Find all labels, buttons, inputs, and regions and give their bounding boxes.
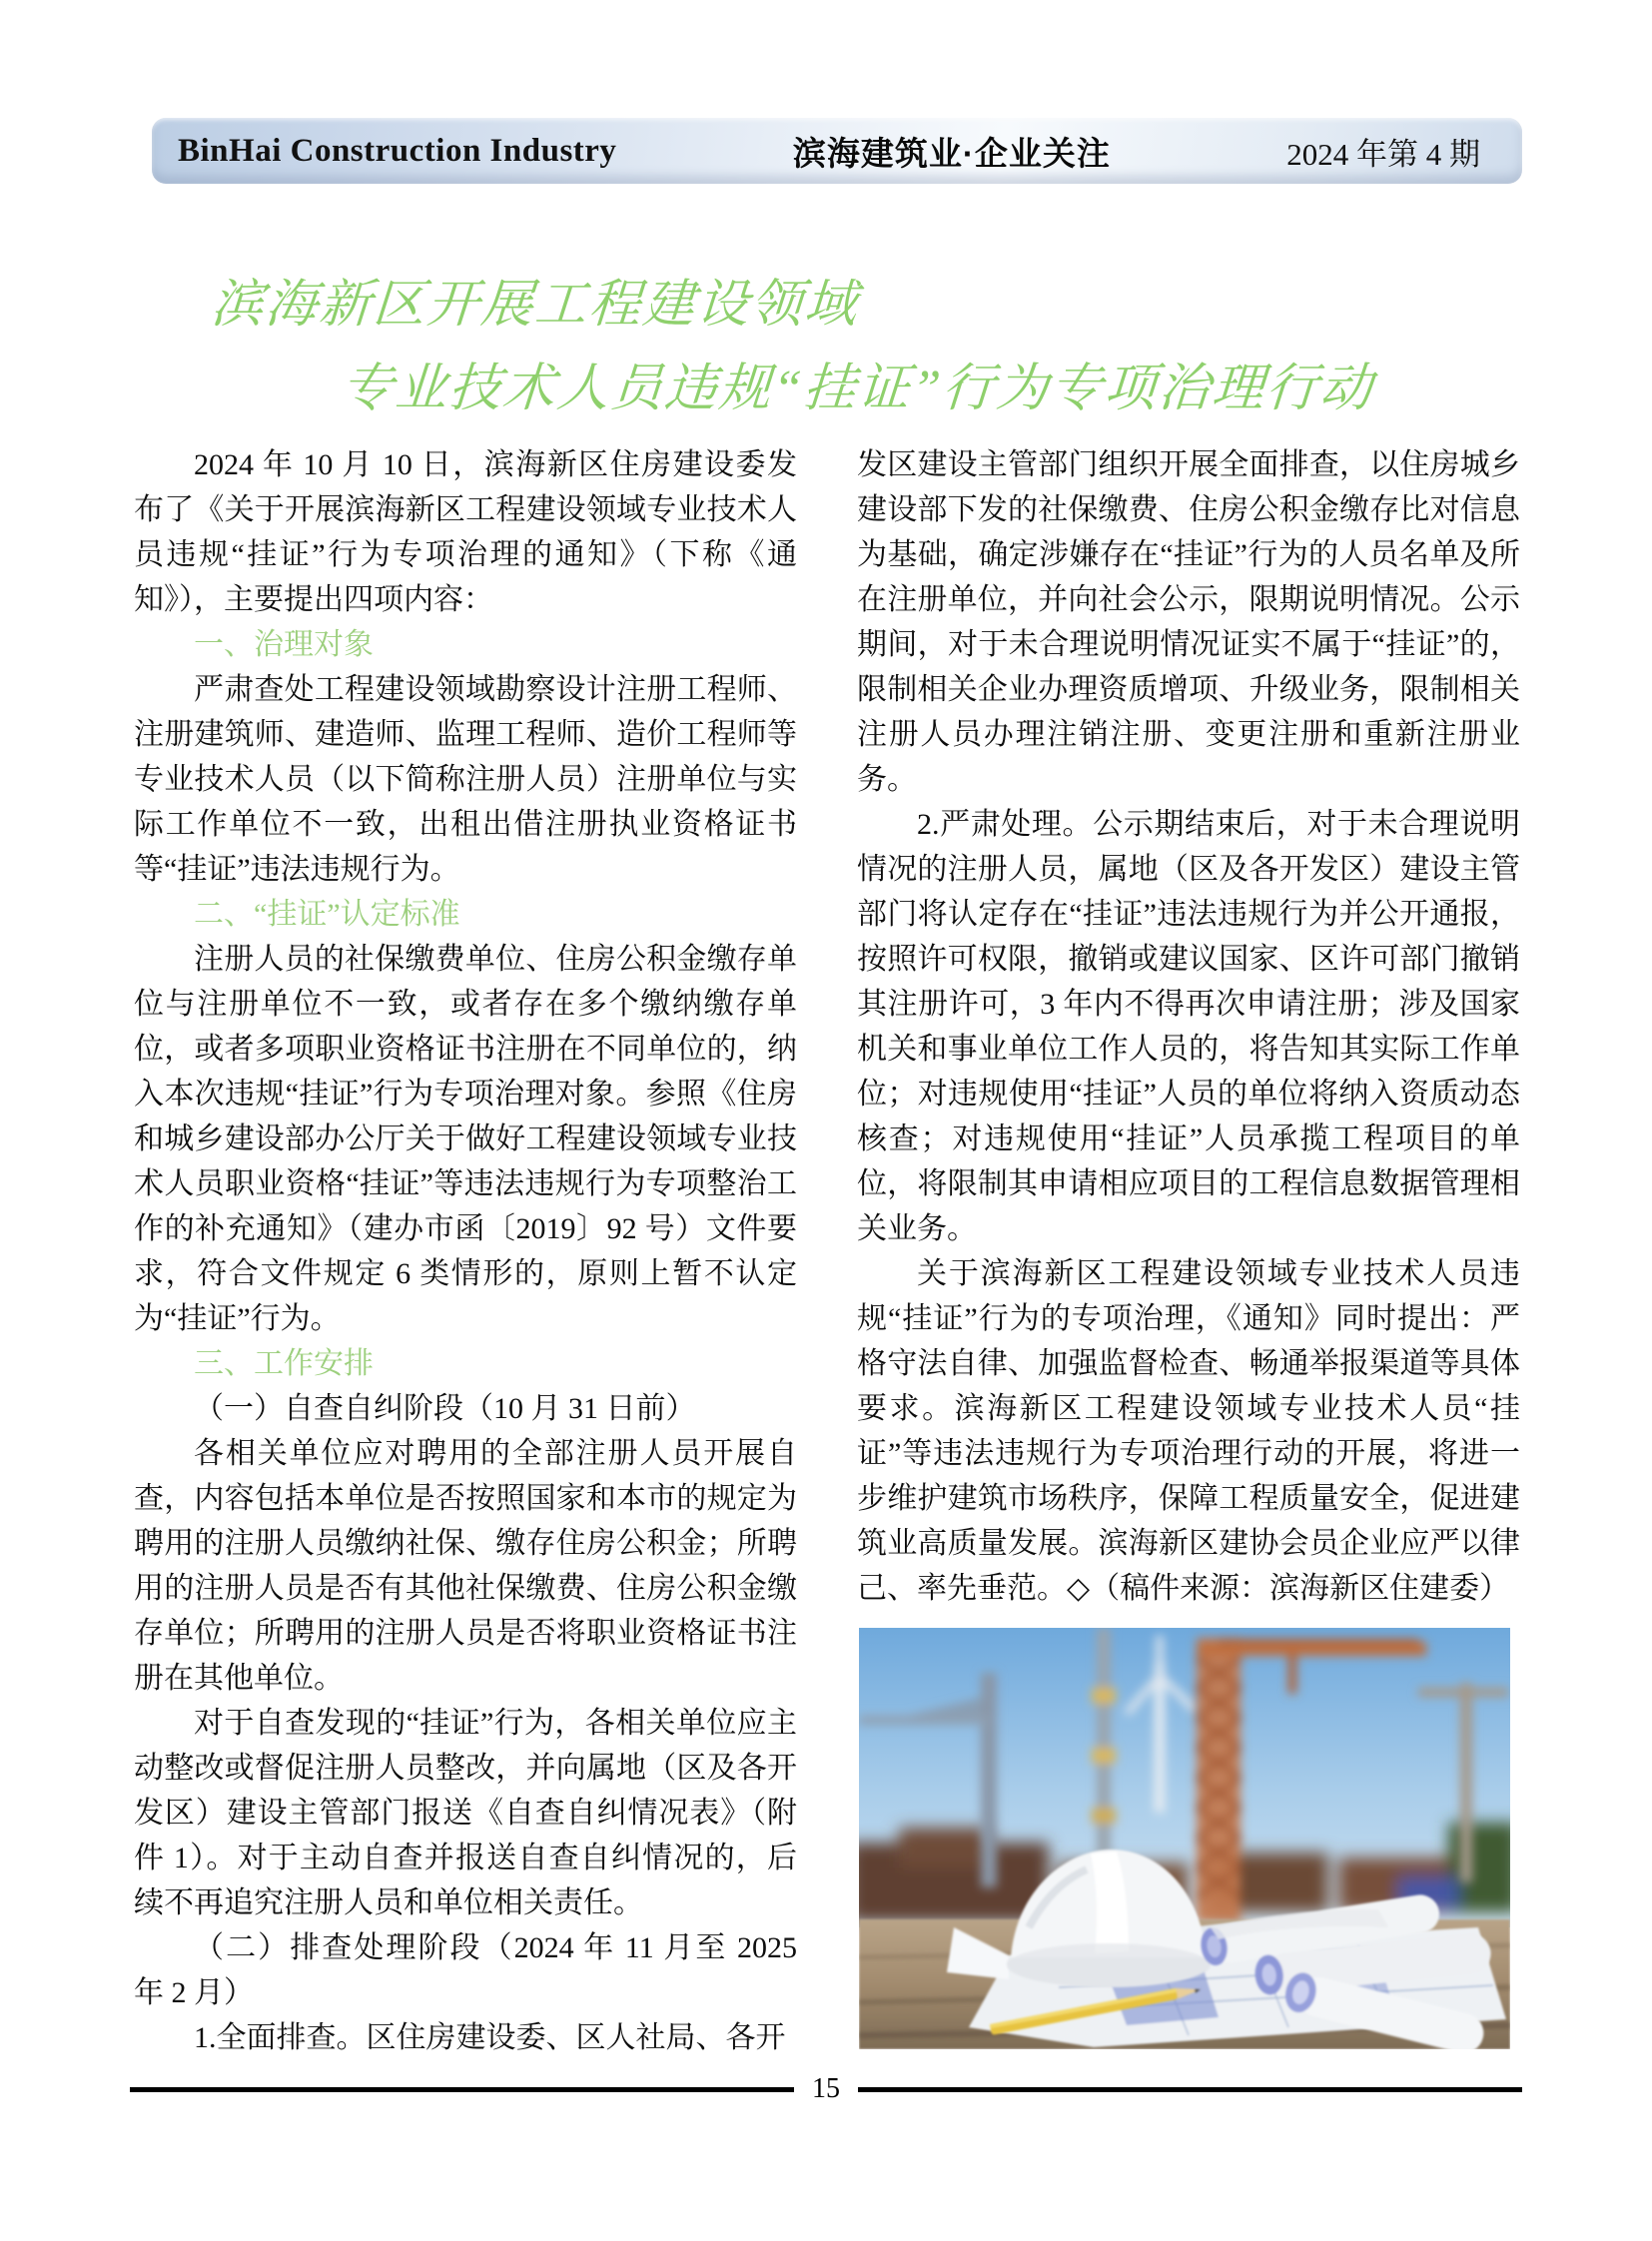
section-heading: 一、治理对象 bbox=[194, 628, 374, 661]
issue-label: 2024 年第 4 期 bbox=[1286, 136, 1480, 172]
construction-photo-svg bbox=[859, 1628, 1510, 2049]
text-column-right bbox=[857, 442, 1520, 1611]
body-paragraph: 发区建设主管部门组织开展全面排查，以住房城乡建设部下发的社保缴费、住房公积金缴存比对信息为基础，确定涉嫌存在“挂证”行为的人员名单及所在注册单位，并向社会公示，限期说明情况。公示期间，对于未合理说明情况证实不属于“挂证”的，限制相关企业办理资质增项、升级业务，限制相关注册人员办理注销注册、变更注册和重新注册业务。 bbox=[857, 448, 1520, 796]
footer-rule-left bbox=[130, 2087, 794, 2092]
body-paragraph: 2024 年 10 月 10 日，滨海新区住房建设委发布了《关于开展滨海新区工程建设领域专业技术人员违规“挂证”行为专项治理的通知》（下称《通知》），主要提出四项内容： bbox=[134, 448, 797, 616]
body-paragraph: 2.严肃处理。公示期结束后，对于未合理说明情况的注册人员，属地（区及各开发区）建设主管部门将认定存在“挂证”违法违规行为并公开通报，按照许可权限，撤销或建议国家、区许可部门撤销其注册许可，3 年内不得再次申请注册；涉及国家机关和事业单位工作人员的，将告知其实际工作单位；对违规使用“挂证”人员的单位将纳入资质动态核查；对违规使用“挂证”人员承揽工程项目的单位，将限制其申请相应项目的工程信息数据管理相关业务。 bbox=[857, 808, 1520, 1245]
section-name-chinese: 滨海建筑业·企业关注 bbox=[792, 134, 1111, 172]
body-paragraph: （二）排查处理阶段（2024 年 11 月至 2025 年 2 月） bbox=[134, 1931, 797, 2009]
page-footer bbox=[130, 2075, 1522, 2103]
article-title-line1: 滨海新区开展工程建设领域 bbox=[209, 277, 861, 334]
footer-rule-right bbox=[858, 2087, 1522, 2092]
body-paragraph: 各相关单位应对聘用的全部注册人员开展自查，内容包括本单位是否按照国家和本市的规定为聘用的注册人员缴纳社保、缴存住房公积金；所聘用的注册人员是否有其他社保缴费、住房公积金缴存单位；所聘用的注册人员是否将职业资格证书注册在其他单位。 bbox=[134, 1437, 797, 1695]
page-number: 15 bbox=[812, 2073, 840, 2104]
section-heading: 二、“挂证”认定标准 bbox=[194, 898, 460, 931]
body-paragraph: （一）自查自纠阶段（10 月 31 日前） bbox=[194, 1392, 696, 1425]
body-paragraph: 严肃查处工程建设领域勘察设计注册工程师、注册建筑师、建造师、监理工程师、造价工程师等专业技术人员（以下简称注册人员）注册单位与实际工作单位不一致，出租出借注册执业资格证书等“挂证”违法违规行为。 bbox=[134, 673, 797, 886]
body-paragraph: 1.全面排查。区住房建设委、区人社局、各开 bbox=[194, 2021, 786, 2054]
page-header-bar bbox=[152, 118, 1522, 184]
body-paragraph: 关于滨海新区工程建设领域专业技术人员违规“挂证”行为的专项治理，《通知》同时提出：严格守法自律、加强监督检查、畅通举报渠道等具体要求。滨海新区工程建设领域专业技术人员“挂证”等违法违规行为专项治理行动的开展，将进一步维护建筑市场秩序，保障工程质量安全，促进建筑业高质量发展。滨海新区建协会员企业应严以律己、率先垂范。◇（稿件来源：滨海新区住建委） bbox=[857, 1257, 1520, 1605]
article-title-line2: 专业技术人员违规“挂证”行为专项治理行动 bbox=[339, 361, 1376, 417]
body-paragraph: 对于自查发现的“挂证”行为，各相关单位应主动整改或督促注册人员整改，并向属地（区及各开发区）建设主管部门报送《自查自纠情况表》（附件 1）。对于主动自查并报送自查自纠情况的，后续不再追究注册人员和单位相关责任。 bbox=[134, 1707, 797, 1919]
journal-name-english: BinHai Construction Industry bbox=[178, 132, 617, 169]
construction-photo bbox=[859, 1628, 1510, 2049]
body-paragraph: 注册人员的社保缴费单位、住房公积金缴存单位与注册单位不一致，或者存在多个缴纳缴存单位，或者多项职业资格证书注册在不同单位的，纳入本次违规“挂证”行为专项治理对象。参照《住房和城乡建设部办公厅关于做好工程建设领域专业技术人员职业资格“挂证”等违法违规行为专项整治工作的补充通知》（建办市函〔2019〕92 号）文件要求，符合文件规定 6 类情形的，原则上暂不认定为“挂证”行为。 bbox=[134, 943, 797, 1335]
text-column-left bbox=[134, 442, 797, 2060]
section-heading: 三、工作安排 bbox=[194, 1347, 374, 1380]
